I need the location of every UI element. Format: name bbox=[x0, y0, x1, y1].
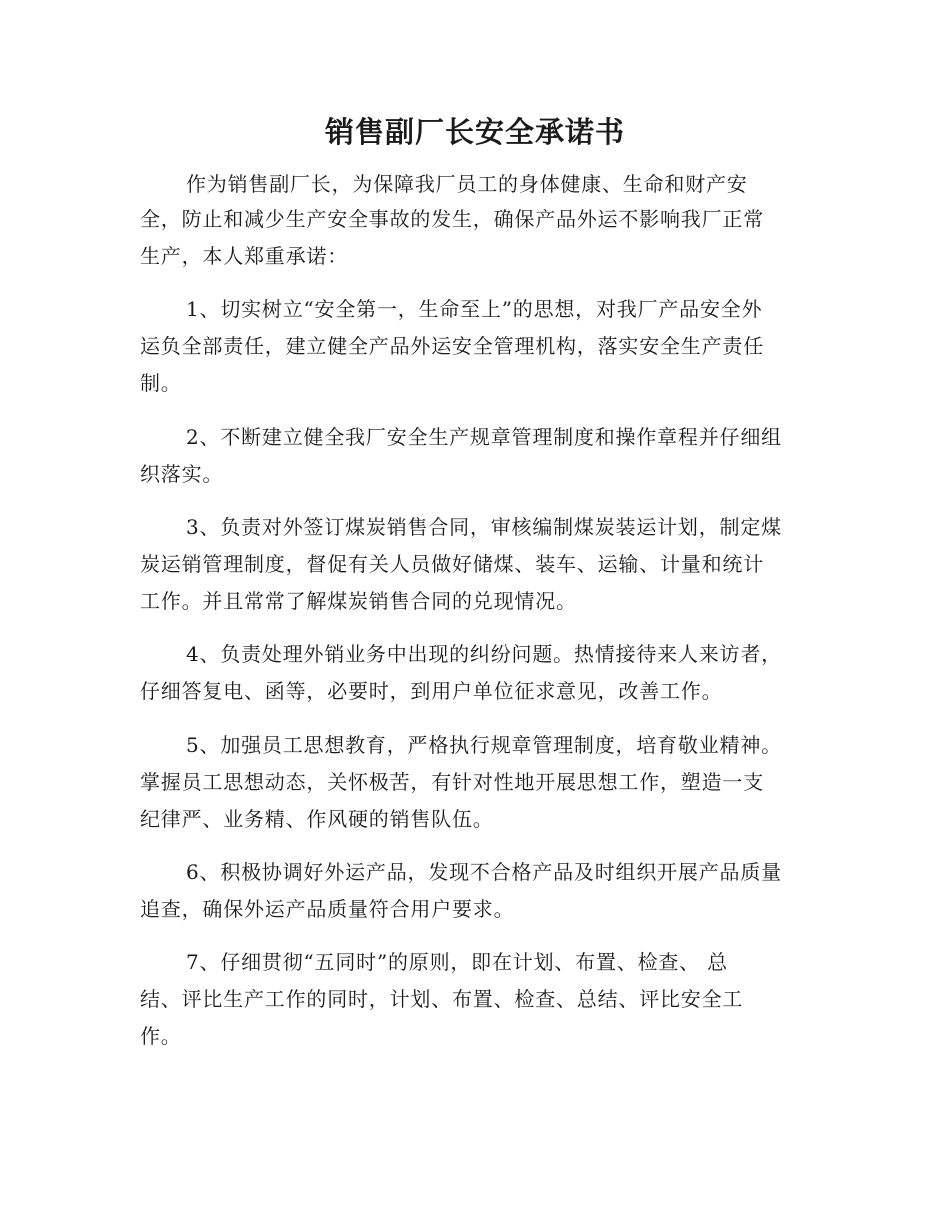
item-3-line-1: 3、负责对外签订煤炭销售合同，审核编制煤炭装运计划，制定煤 bbox=[186, 515, 782, 539]
item-2-line-2: 织落实。 bbox=[140, 462, 224, 486]
item-1-line-3: 制。 bbox=[140, 371, 182, 395]
item-4-line-2: 仔细答复电、函等，必要时，到用户单位征求意见，改善工作。 bbox=[140, 679, 723, 703]
item-2-line-1: 2、不断建立健全我厂安全生产规章管理制度和操作章程并仔细组 bbox=[186, 425, 782, 449]
item-1-line-2: 运负全部责任，建立健全产品外运安全管理机构，落实安全生产责任 bbox=[140, 334, 764, 358]
item-7-line-2: 结、评比生产工作的同时，计划、布置、检查、总结、评比安全工 bbox=[140, 987, 744, 1011]
item-4-line-1: 4、负责处理外销业务中出现的纠纷问题。热情接待来人来访者， bbox=[186, 642, 782, 666]
item-7-line-1: 7、仔细贯彻“五同时”的原则，即在计划、布置、检查、 总 bbox=[186, 950, 728, 974]
item-3-line-3: 工作。并且常常了解煤炭销售合同的兑现情况。 bbox=[140, 589, 577, 613]
intro-line-2: 全，防止和减少生产安全事故的发生，确保产品外运不影响我厂正常 bbox=[140, 207, 764, 231]
item-5-line-2: 掌握员工思想动态，关怀极苦，有针对性地开展思想工作，塑造一支 bbox=[140, 770, 764, 794]
item-1-line-1: 1、切实树立“安全第一，生命至上”的思想，对我厂产品安全外 bbox=[186, 297, 763, 321]
document-title: 销售副厂长安全承诺书 bbox=[324, 115, 625, 149]
item-3-line-2: 炭运销管理制度，督促有关人员做好储煤、装车、运输、计量和统计 bbox=[140, 552, 764, 576]
intro-line-1: 作为销售副厂长，为保障我厂员工的身体健康、生命和财产安 bbox=[186, 172, 748, 196]
item-6-line-1: 6、积极协调好外运产品，发现不合格产品及时组织开展产品质量 bbox=[186, 860, 782, 884]
item-5-line-3: 纪律严、业务精、作风硬的销售队伍。 bbox=[140, 807, 494, 831]
item-6-line-2: 追查，确保外运产品质量符合用户要求。 bbox=[140, 897, 515, 921]
item-5-line-1: 5、加强员工思想教育，严格执行规章管理制度，培育敬业精神。 bbox=[186, 733, 782, 757]
item-7-line-3: 作。 bbox=[140, 1024, 182, 1048]
intro-line-3: 生产，本人郑重承诺： bbox=[140, 244, 348, 268]
